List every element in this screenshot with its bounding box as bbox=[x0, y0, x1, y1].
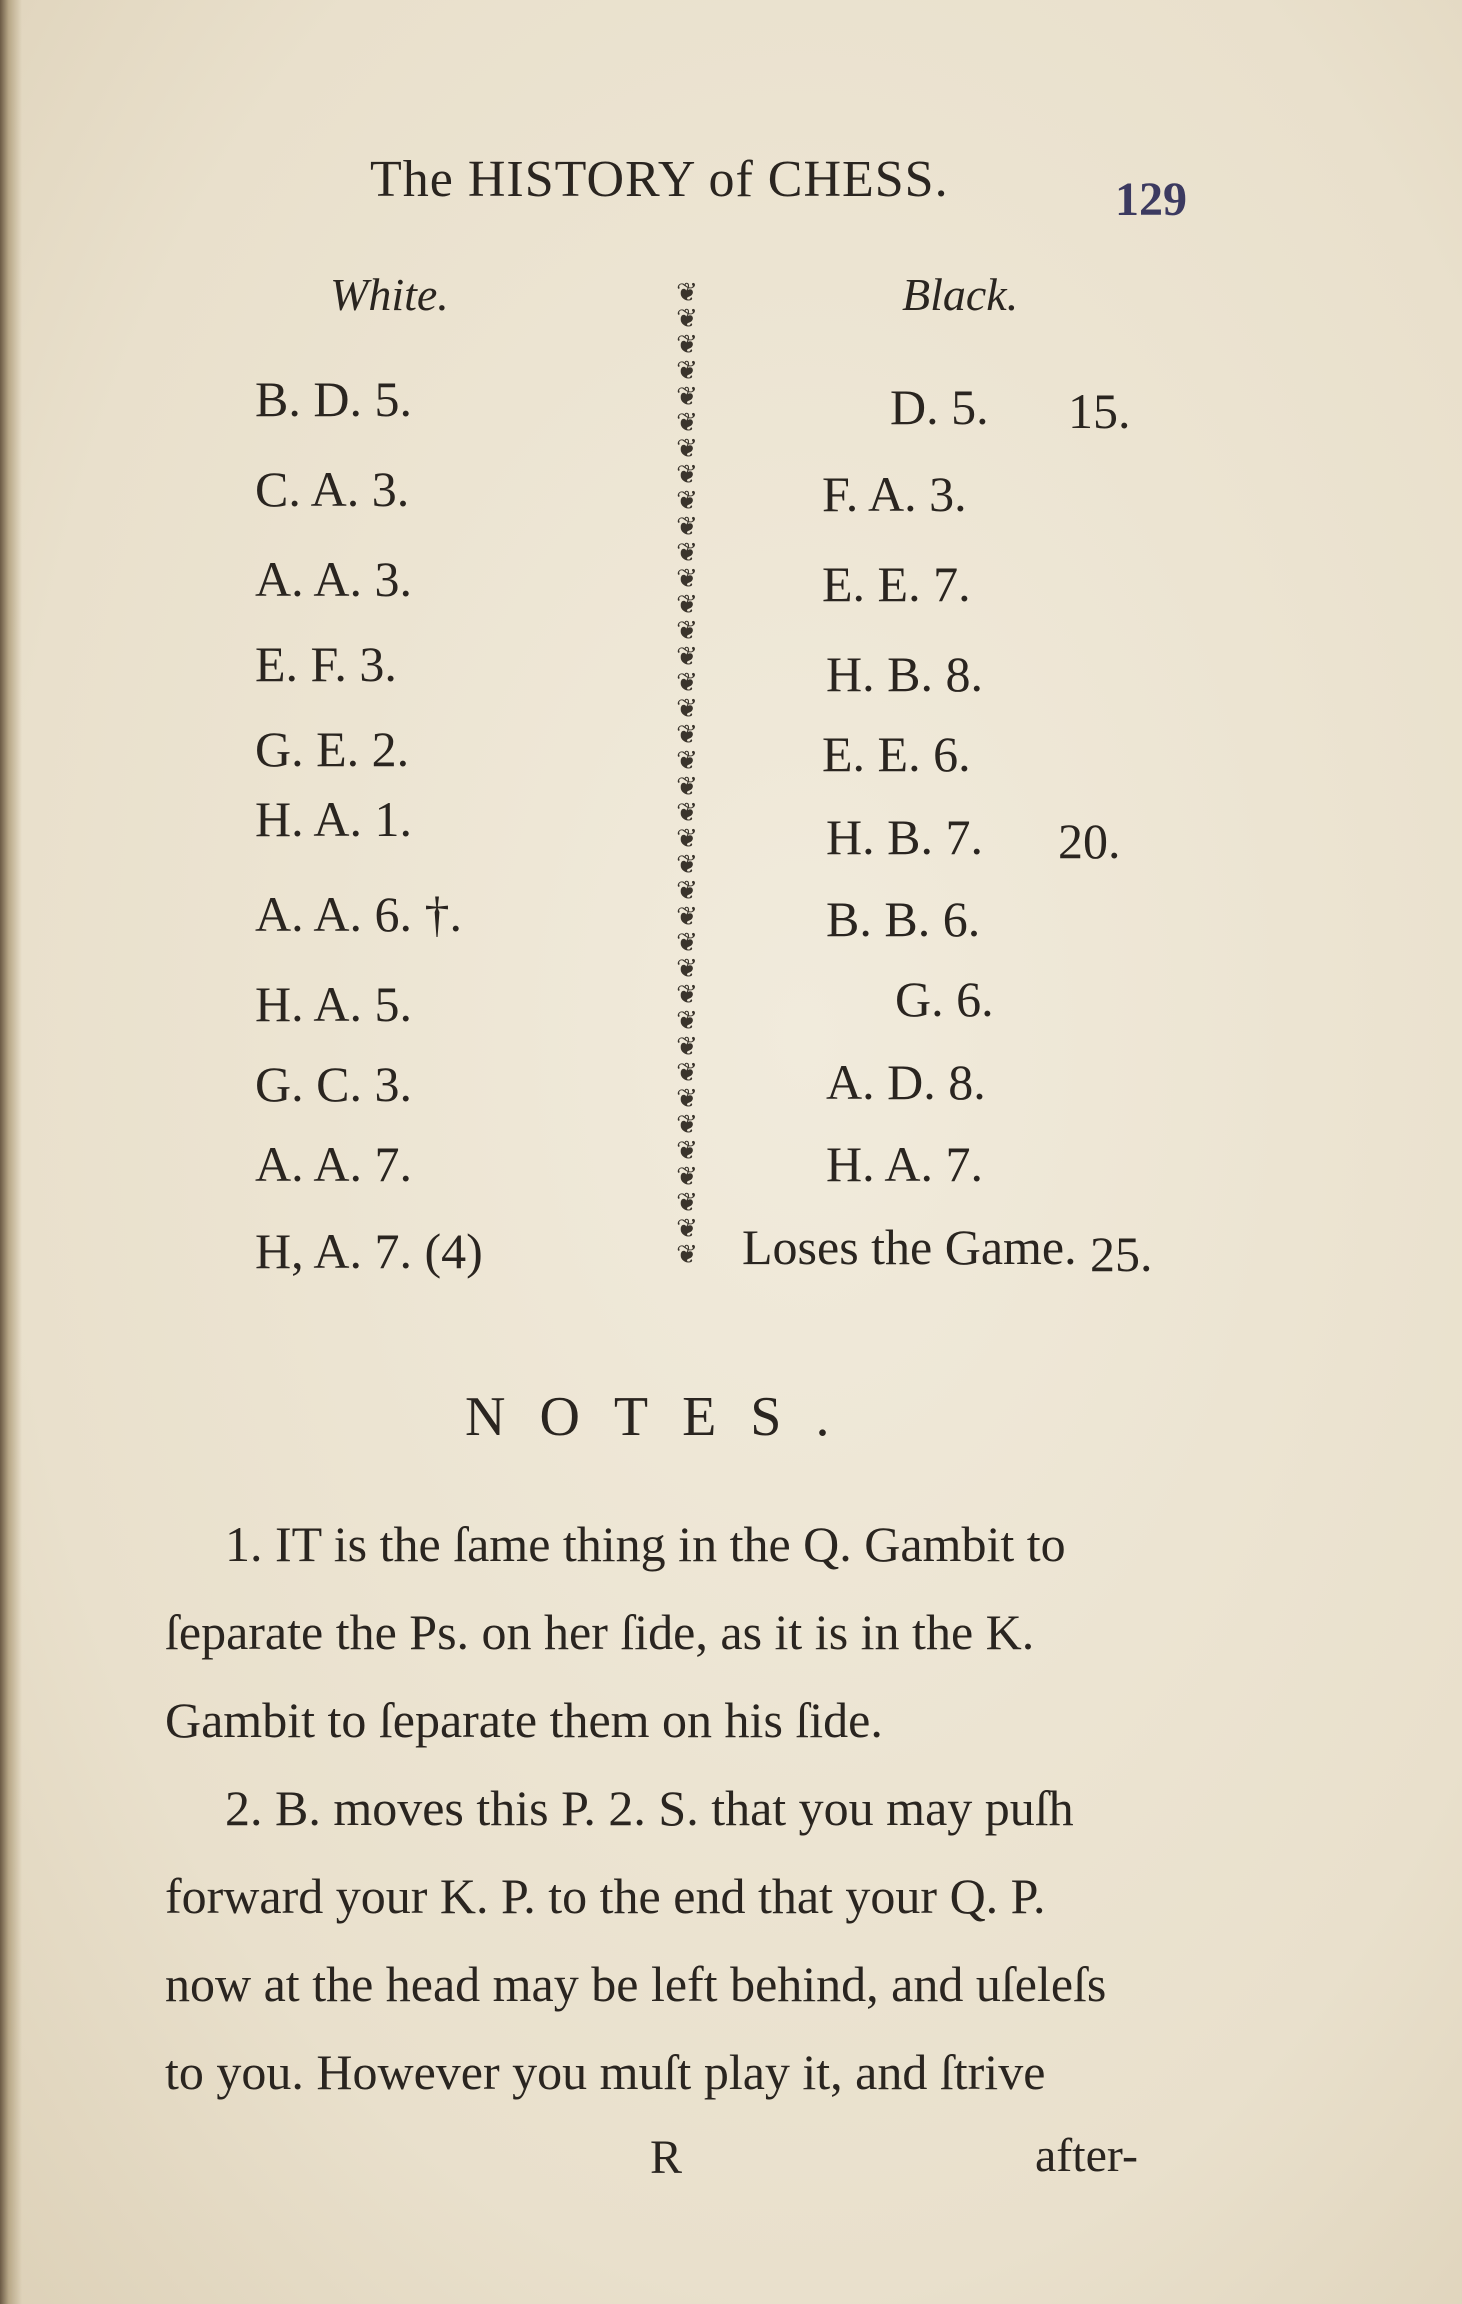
white-move-5: G. E. 2. bbox=[255, 721, 410, 777]
white-move-9: G. C. 3. bbox=[255, 1056, 412, 1112]
divider-ornament: ❦ bbox=[676, 434, 698, 463]
note-2-line-4: to you. However you muſt play it, and ſtrive bbox=[165, 2044, 1046, 2100]
divider-ornament: ❦ bbox=[676, 304, 698, 333]
black-move-8: G. 6. bbox=[895, 971, 994, 1027]
signature-mark: R bbox=[650, 2131, 683, 2184]
white-move-11: H, A. 7. (4) bbox=[255, 1223, 483, 1279]
divider-ornament: ❦ bbox=[676, 382, 698, 411]
white-column-heading: White. bbox=[330, 269, 449, 320]
divider-ornament: ❦ bbox=[676, 798, 698, 827]
white-move-10: A. A. 7. bbox=[255, 1136, 412, 1192]
notes-title: NOTES. bbox=[465, 1386, 864, 1448]
divider-ornament: ❦ bbox=[676, 642, 698, 671]
note-ref-15: 15. bbox=[1068, 383, 1131, 439]
note-paragraph-2 bbox=[165, 1764, 1215, 2116]
divider-ornament: ❦ bbox=[676, 1214, 698, 1243]
white-move-4: E. F. 3. bbox=[255, 636, 397, 692]
white-move-7: A. A. 6. †. bbox=[255, 886, 462, 942]
divider-ornament: ❦ bbox=[676, 1162, 698, 1191]
divider-ornament: ❦ bbox=[676, 668, 698, 697]
black-move-2: F. A. 3. bbox=[822, 466, 967, 522]
running-head: The HISTORY of CHESS. bbox=[370, 151, 949, 208]
black-move-9: A. D. 8. bbox=[826, 1054, 986, 1110]
divider-ornament: ❦ bbox=[676, 486, 698, 515]
white-move-3: A. A. 3. bbox=[255, 551, 412, 607]
black-move-5: E. E. 6. bbox=[822, 726, 971, 782]
note-1-line-2: ſeparate the Ps. on her ſide, as it is in the K. bbox=[165, 1604, 1035, 1660]
divider-ornament: ❦ bbox=[676, 954, 698, 983]
white-move-2: C. A. 3. bbox=[255, 461, 410, 517]
divider-ornament: ❦ bbox=[676, 460, 698, 489]
divider-ornament: ❦ bbox=[676, 850, 698, 879]
divider-ornament: ❦ bbox=[676, 720, 698, 749]
note-1-line-3: Gambit to ſeparate them on his ſide. bbox=[165, 1692, 883, 1748]
white-move-8: H. A. 5. bbox=[255, 976, 412, 1032]
black-move-1: D. 5. bbox=[890, 379, 989, 435]
divider-ornament: ❦ bbox=[676, 616, 698, 645]
note-2-line-2: forward your K. P. to the end that your Q. P. bbox=[165, 1868, 1046, 1924]
divider-ornament: ❦ bbox=[676, 772, 698, 801]
black-move-10: H. A. 7. bbox=[826, 1136, 983, 1192]
divider-ornament: ❦ bbox=[676, 980, 698, 1009]
divider-ornament: ❦ bbox=[676, 538, 698, 567]
note-1-line-1: 1. IT is the ſame thing in the Q. Gambit to bbox=[225, 1516, 1066, 1572]
spine-shadow bbox=[0, 0, 22, 2304]
white-move-1: B. D. 5. bbox=[255, 371, 412, 427]
note-paragraph-1 bbox=[165, 1500, 1215, 1764]
divider-ornament: ❦ bbox=[676, 512, 698, 541]
note-2-line-3: now at the head may be left behind, and uſeleſs bbox=[165, 1956, 1107, 2012]
black-move-3: E. E. 7. bbox=[822, 556, 971, 612]
divider-ornament: ❦ bbox=[676, 928, 698, 957]
black-move-11: Loses the Game. bbox=[742, 1219, 1077, 1275]
catchword: after- bbox=[1035, 2129, 1138, 2182]
black-move-4: H. B. 8. bbox=[826, 646, 983, 702]
note-ref-20: 20. bbox=[1058, 813, 1121, 869]
black-move-6: H. B. 7. bbox=[826, 809, 983, 865]
divider-ornament: ❦ bbox=[676, 746, 698, 775]
divider-ornament: ❦ bbox=[676, 824, 698, 853]
divider-ornament: ❦ bbox=[676, 564, 698, 593]
note-2-line-1: 2. B. moves this P. 2. S. that you may puſh bbox=[225, 1780, 1074, 1836]
divider-ornament: ❦ bbox=[676, 590, 698, 619]
divider-ornament: ❦ bbox=[676, 1032, 698, 1061]
divider-ornament: ❦ bbox=[676, 1240, 698, 1269]
divider-ornament: ❦ bbox=[676, 1006, 698, 1035]
divider-ornament: ❦ bbox=[676, 1188, 698, 1217]
divider-ornament: ❦ bbox=[676, 1136, 698, 1165]
divider-ornament: ❦ bbox=[676, 280, 698, 307]
ornamental-divider bbox=[670, 280, 704, 1280]
black-move-7: B. B. 6. bbox=[826, 891, 981, 947]
divider-ornament: ❦ bbox=[676, 1110, 698, 1139]
divider-ornament: ❦ bbox=[676, 1084, 698, 1113]
page-number: 129 bbox=[1115, 173, 1187, 226]
divider-ornament: ❦ bbox=[676, 356, 698, 385]
divider-ornament: ❦ bbox=[676, 694, 698, 723]
divider-ornament: ❦ bbox=[676, 330, 698, 359]
divider-ornament: ❦ bbox=[676, 902, 698, 931]
divider-ornament: ❦ bbox=[676, 1058, 698, 1087]
divider-ornament: ❦ bbox=[676, 408, 698, 437]
black-column-heading: Black. bbox=[902, 269, 1019, 320]
note-ref-25: 25. bbox=[1090, 1226, 1153, 1282]
divider-ornament: ❦ bbox=[676, 876, 698, 905]
white-move-6: H. A. 1. bbox=[255, 791, 412, 847]
